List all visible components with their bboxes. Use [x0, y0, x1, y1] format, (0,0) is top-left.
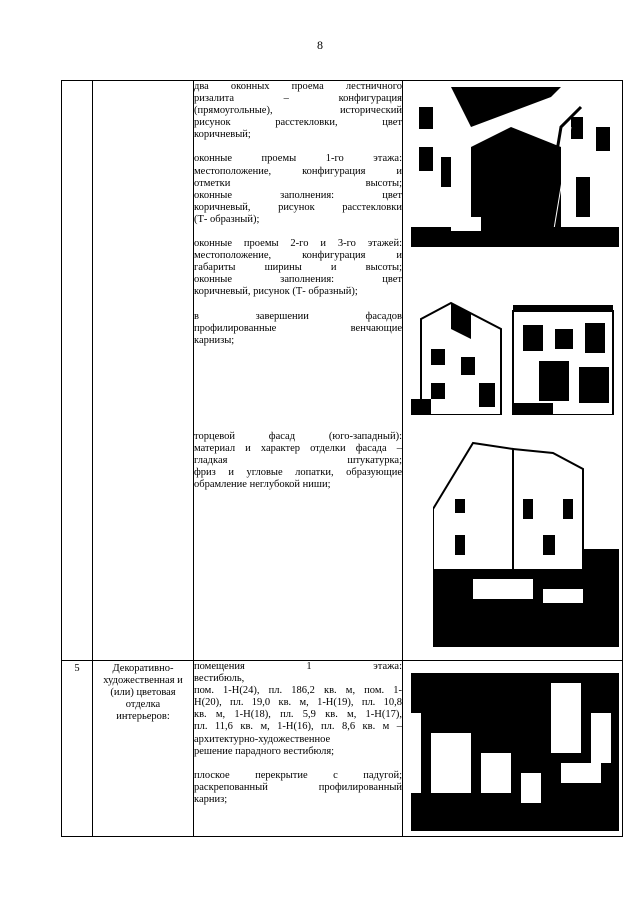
- paragraph-gap: [194, 299, 402, 311]
- description-line: ризалита – конфигурация: [194, 93, 402, 105]
- description-cell: [194, 81, 403, 661]
- description-line: местоположение, конфигурация и: [194, 165, 402, 177]
- paragraph-gap: [194, 226, 402, 238]
- description-line: габариты ширины и высоты;: [194, 262, 402, 274]
- description-cell: [194, 661, 403, 837]
- description-line: пл. 11,6 кв. м, 1-Н(16), пл. 8,6 кв. м –: [194, 721, 402, 733]
- description-line: фриз и угловые лопатки, образующие: [194, 467, 402, 479]
- description-line: решение парадного вестибюля;: [194, 745, 335, 757]
- description-line: (Т- образный);: [194, 213, 260, 225]
- row-name-line: отделка: [125, 699, 161, 710]
- description-line: плоское перекрытие с падугой;: [194, 769, 402, 781]
- end-facade-photo: [433, 439, 619, 647]
- corner-tower-photo: [411, 299, 503, 415]
- row-number: 5: [74, 663, 80, 674]
- description-line: торцевой фасад (юго-западный):: [194, 430, 402, 442]
- description-line: коричневый, рисунок (Т- образный);: [194, 286, 358, 298]
- description-line: помещения 1 этажа:: [194, 661, 402, 672]
- description-line: пом. 1-Н(24), пл. 186,2 кв. м, пом. 1-: [194, 685, 402, 697]
- page-number: 8: [317, 38, 323, 52]
- row-name-line: (или) цветовая: [110, 687, 176, 698]
- description-line: местоположение, конфигурация и: [194, 250, 402, 262]
- paragraph-gap: [194, 347, 402, 431]
- row-name-line: Декоративно-: [112, 663, 174, 674]
- courtyard-facade-photo: [411, 87, 619, 247]
- row-name: [93, 663, 193, 723]
- paragraph-gap: [194, 141, 402, 153]
- description-line: коричневый;: [194, 129, 251, 141]
- description-line: коричневый, рисунок расстекловки: [194, 201, 402, 213]
- description-line: рисунок расстекловки, цвет: [194, 117, 402, 129]
- description-line: карнизы;: [194, 334, 235, 346]
- description-line: два оконных проема лестничного: [194, 81, 402, 92]
- description-line: архитектурно-художественное: [194, 733, 331, 745]
- description-line: обрамление неглубокой ниши;: [194, 479, 331, 491]
- photo-cell: [403, 81, 623, 661]
- facade-cornice-photo: [509, 295, 619, 415]
- row-number-cell: [62, 81, 93, 661]
- description-line: кв. м, 1-Н(18), пл. 5,9 кв. м, 1-Н(17),: [194, 709, 402, 721]
- description-line: (прямоугольные), исторический: [194, 105, 402, 117]
- row-name-line: интерьеров:: [116, 711, 170, 722]
- paragraph-gap: [194, 758, 402, 770]
- row-name-cell: [93, 81, 194, 661]
- description-line: гладкая штукатурка;: [194, 454, 402, 466]
- photo-cell: [403, 661, 623, 837]
- description-text: [194, 661, 402, 806]
- row-name-cell: [93, 661, 194, 837]
- description-line: вестибюль,: [194, 673, 245, 685]
- description-line: оконные проемы 2-го и 3-го этажей:: [194, 238, 402, 250]
- description-text: [194, 81, 402, 491]
- description-line: профилированные венчающие: [194, 322, 402, 334]
- description-line: в завершении фасадов: [194, 310, 402, 322]
- description-line: отметки высоты;: [194, 177, 402, 189]
- description-line: Н(20), пл. 19,0 кв. м, 1-Н(19), пл. 10,8: [194, 697, 402, 709]
- table-row: [62, 661, 623, 837]
- vestibule-interior-photo: [411, 673, 619, 831]
- description-line: карниз;: [194, 793, 228, 805]
- row-number-cell: [62, 661, 93, 837]
- row-name-line: художественная и: [103, 675, 183, 686]
- description-line: оконные заполнения: цвет: [194, 274, 402, 286]
- table-row: [62, 81, 623, 661]
- description-line: оконные заполнения: цвет: [194, 189, 402, 201]
- description-line: оконные проемы 1-го этажа:: [194, 153, 402, 165]
- protection-subject-table: [61, 80, 623, 837]
- description-line: раскрепованный профилированный: [194, 781, 402, 793]
- description-line: материал и характер отделки фасада –: [194, 442, 402, 454]
